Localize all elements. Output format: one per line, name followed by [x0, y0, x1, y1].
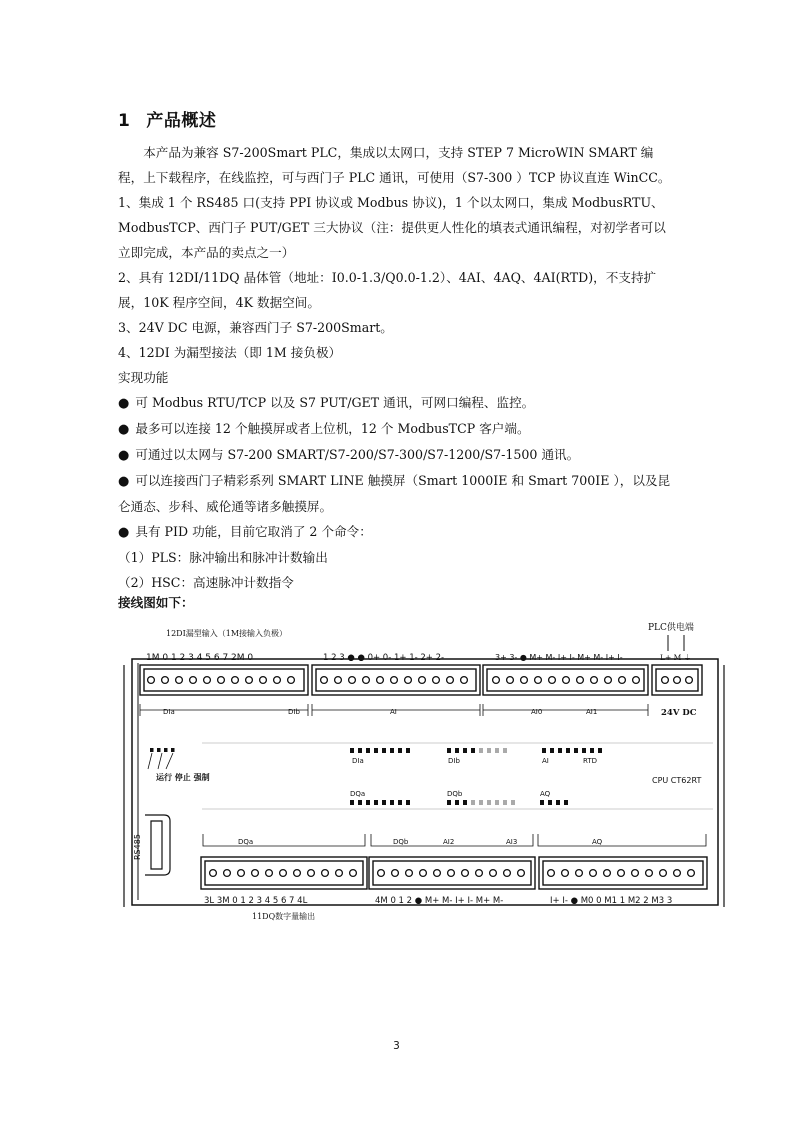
bullet-item: ● 最多可以连接 12 个触摸屏或者上位机，12 个 ModbusTCP 客户端。 [118, 416, 678, 442]
section-title: 产品概述 [146, 111, 217, 131]
label-dia: DIa [163, 708, 175, 716]
label-dqb: DQb [393, 838, 409, 846]
paragraph-feature-4: 4、12DI 为漏型接法（即 1M 接负极） [118, 345, 342, 360]
ai-terminal-labels: 1 2 3 ● ● 0+ 0- 1+ 1- 2+ 2- [323, 653, 445, 663]
dq-caption: 11DQ数字量输出 [252, 912, 316, 921]
aq-terminal-labels: I+ I- ● M0 0 M1 1 M2 2 M3 3 [550, 896, 673, 906]
wiring-title: 接线图如下： [118, 595, 194, 610]
paragraph-intro: 本产品为兼容 S7-200Smart PLC，集成以太网口，支持 STEP 7 MicroWIN SMART 编程，上下载程序，在线监控，可与西门子 PLC 通讯，可使用（S7-300 ）TCP 协议直连 WinCC。 [118, 145, 671, 185]
status-labels: 运行 停止 强制 [156, 772, 210, 782]
power-caption: PLC供电端 [648, 623, 694, 633]
label-dib: DIb [288, 708, 300, 716]
led-label-rtd: RTD [583, 757, 598, 765]
status-leds [148, 748, 175, 769]
dq-leds [350, 800, 568, 805]
label-ai3: AI3 [506, 838, 518, 846]
label-ai1: AI1 [586, 708, 598, 716]
paragraph-pls: （1）PLS：脉冲输出和脉冲计数输出 [118, 550, 328, 565]
led-label-ai: AI [542, 757, 549, 765]
paragraph-feature-2: 2、具有 12DI/11DQ 晶体管（地址：I0.0-1.3/Q0.0-1.2）、4AI、4AQ、4AI(RTD)，不支持扩展，10K 程序空间，4K 数据空间。 [118, 270, 657, 310]
bullet-item: ● 可以连接西门子精彩系列 SMART LINE 触摸屏（Smart 1000IE 和 Smart 700IE ），以及昆仑通态、步科、威伦通等诸多触摸屏。 [118, 468, 678, 519]
bottom-screw-terminals [210, 870, 695, 877]
section-number: 1 [118, 111, 131, 131]
paragraph-hsc: （2）HSC：高速脉冲计数指令 [118, 575, 294, 590]
wiring-diagram [118, 615, 730, 935]
label-aq: AQ [592, 838, 603, 846]
paragraph-feature-1: 1、集成 1 个 RS485 口(支持 PPI 协议或 Modbus 协议)，1 个以太网口，集成 ModbusRTU、ModbusTCP、西门子 PUT/GET 三大协议（注：提供更人性化的填表式通讯编程，对初学者可以立即完成，本产品的卖点之一） [118, 195, 666, 260]
bottom-group-rulers [203, 834, 706, 846]
label-dqa: DQa [238, 838, 254, 846]
label-ai2: AI2 [443, 838, 455, 846]
led-label-dib: DIb [448, 757, 460, 765]
label-ai: AI [390, 708, 397, 716]
led-label-dqa: DQa [350, 790, 366, 798]
paragraph-feature-3: 3、24V DC 电源，兼容西门子 S7-200Smart。 [118, 320, 393, 335]
section-heading [118, 106, 216, 131]
dq-terminal-labels-2: 4M 0 1 2 ● M+ M- I+ I- M+ M- [375, 896, 504, 906]
di-leds [350, 748, 602, 753]
led-label-dia: DIa [352, 757, 364, 765]
bullet-item: ● 可通过以太网与 S7-200 SMART/S7-200/S7-300/S7-1200/S7-1500 通讯。 [118, 442, 678, 468]
dq-terminal-labels: 3L 3M 0 1 2 3 4 5 6 7 4L [204, 896, 308, 906]
top-screw-terminals [148, 677, 693, 684]
page-number: 3 [393, 1040, 400, 1052]
di-caption: 12DI漏型输入（1M接输入负极） [166, 629, 288, 638]
power-label: 24V DC [661, 708, 697, 718]
rs485-label: RS485 [133, 834, 142, 860]
rs485-port [145, 815, 170, 875]
led-label-dqb: DQb [447, 790, 463, 798]
bullet-item: ● 可 Modbus RTU/TCP 以及 S7 PUT/GET 通讯，可网口编程、监控。 [118, 390, 678, 416]
ai-terminal-labels-2: 3+ 3- ● M+ M- I+ I- M+ M- I+ I- [495, 653, 623, 662]
body-text [118, 140, 678, 595]
cpu-model: CPU CT62RT [652, 776, 702, 785]
di-terminal-labels: 1M 0 1 2 3 4 5 6 7 2M 0 [146, 653, 254, 663]
power-terminal-labels: L+ M ⏚ [660, 653, 692, 662]
power-lead-lines [668, 635, 684, 651]
led-label-aq: AQ [540, 790, 551, 798]
label-ai0: AI0 [531, 708, 543, 716]
bullet-item: ● 具有 PID 功能，目前它取消了 2 个命令： [118, 519, 678, 545]
paragraph-functions-heading: 实现功能 [118, 370, 169, 385]
